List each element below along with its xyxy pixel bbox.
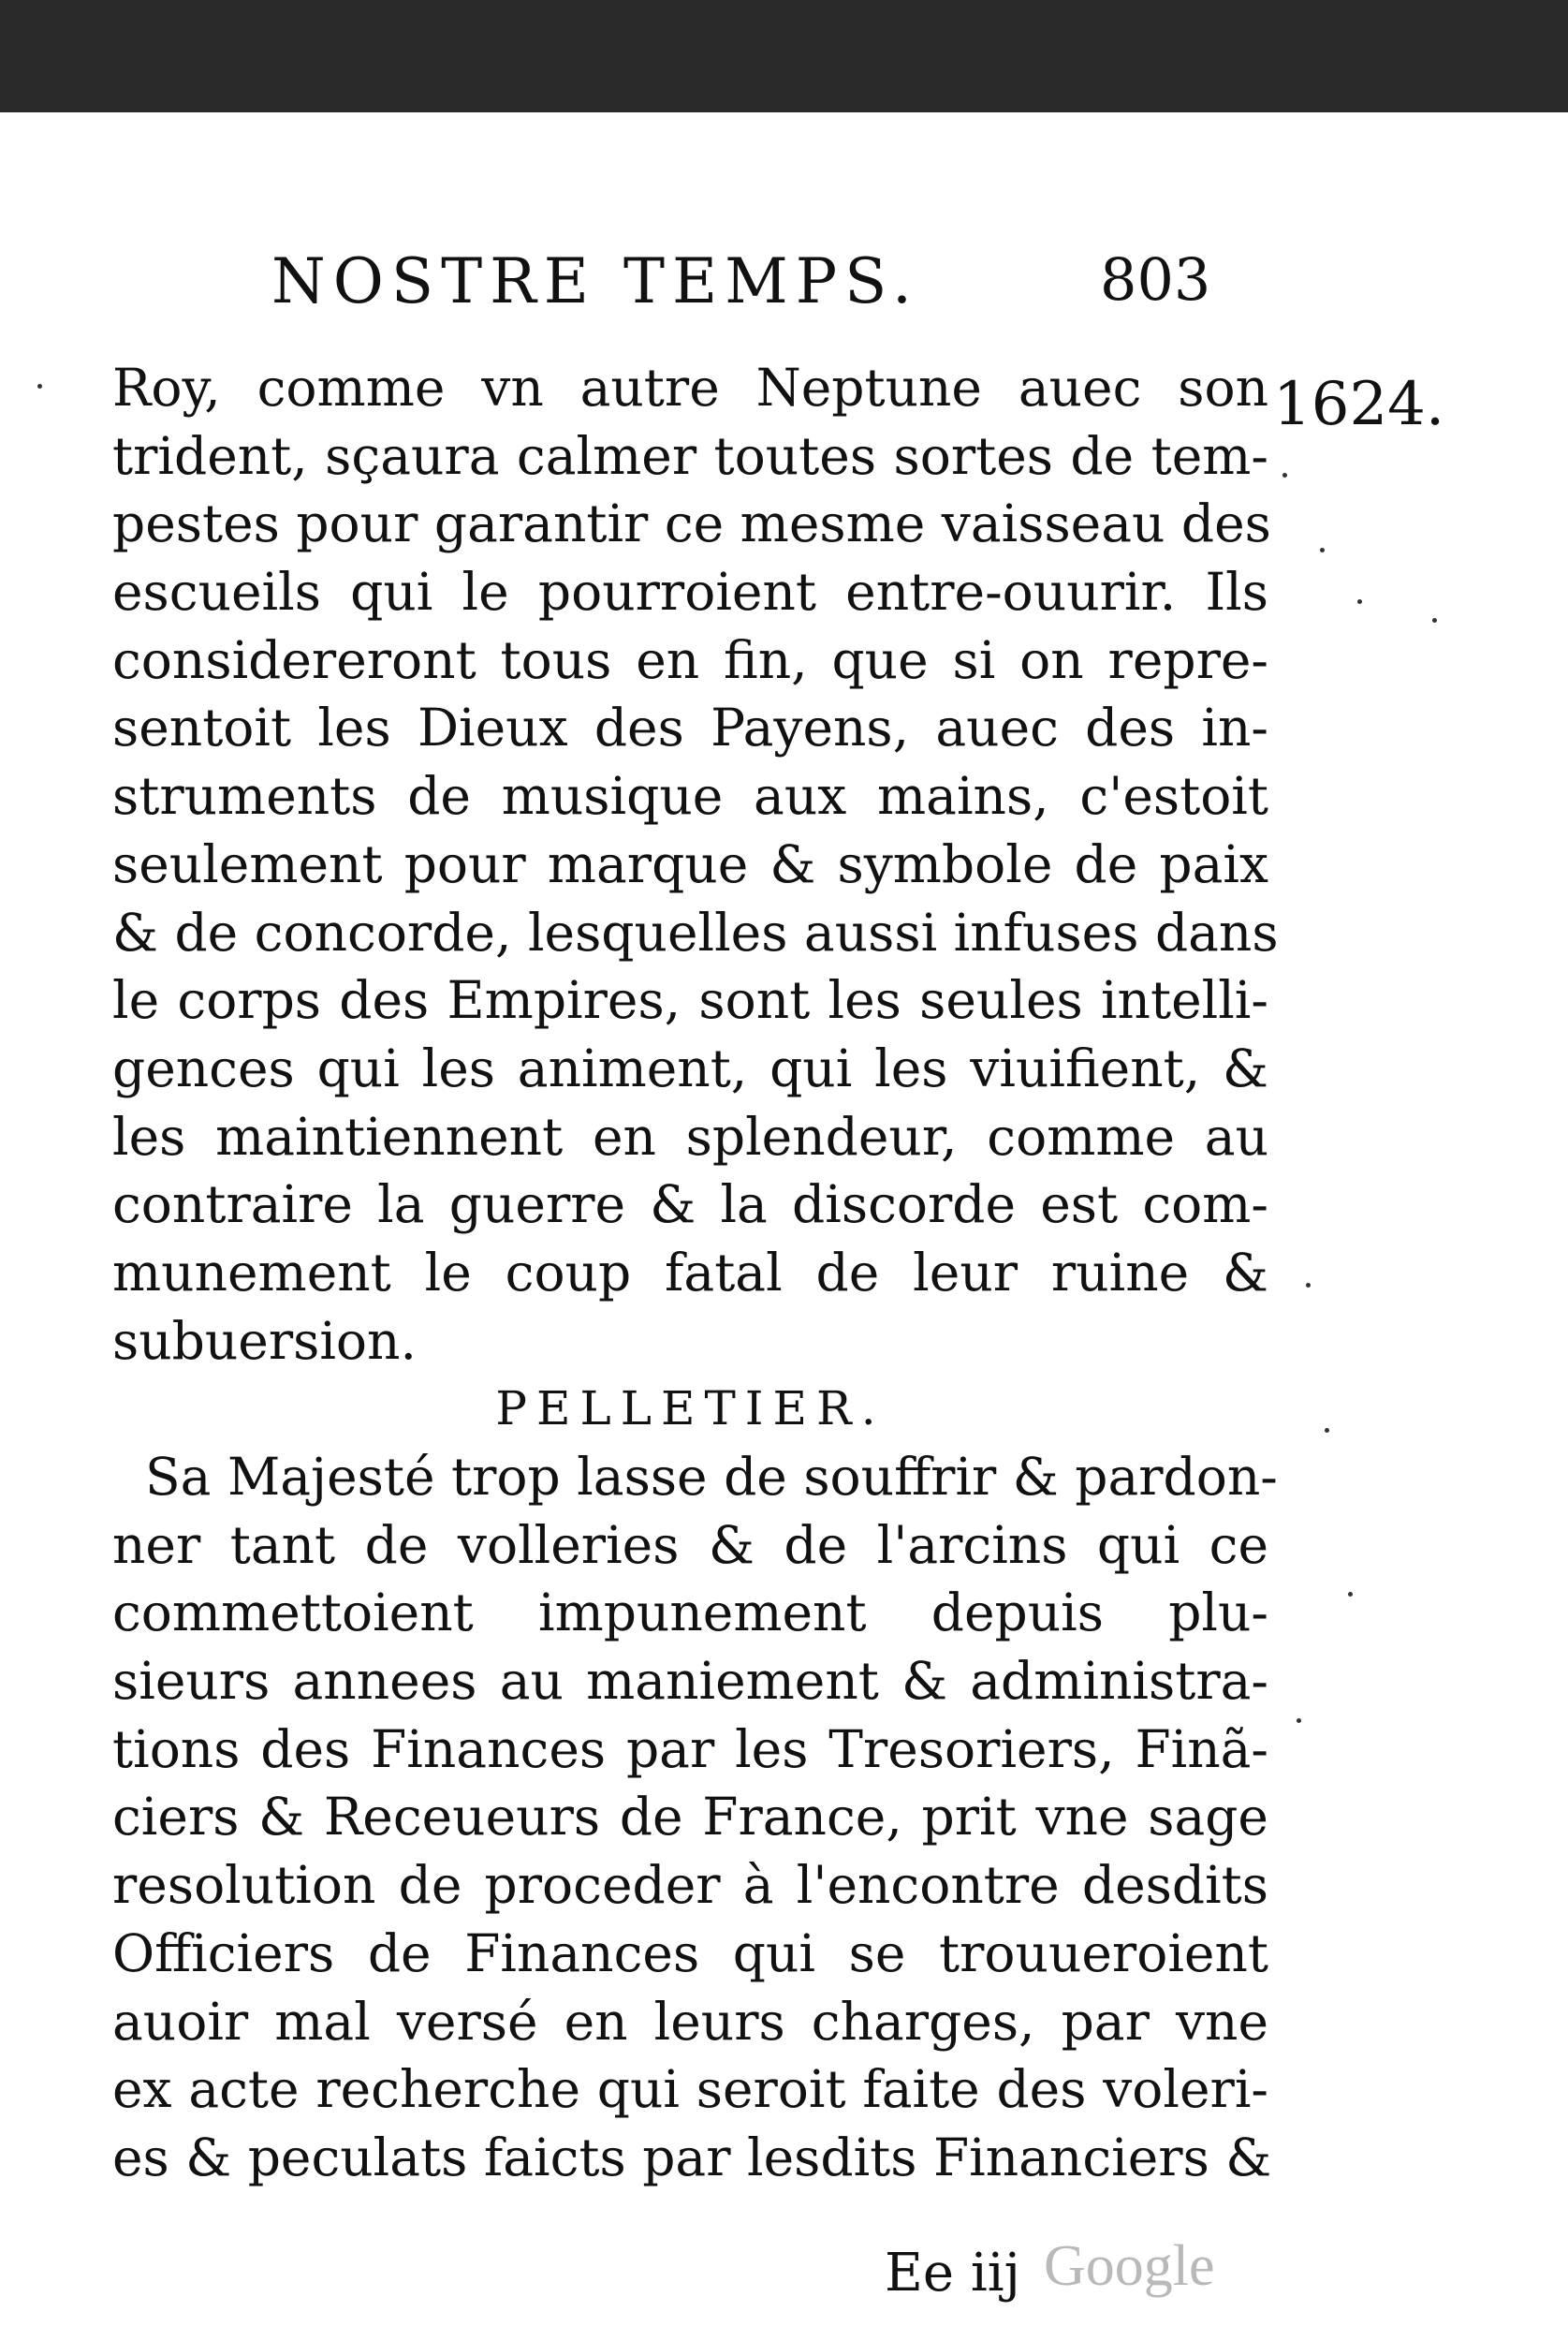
text-line: es & peculats faicts par lesdits Financiers & (112, 2127, 1272, 2187)
text-line: considereront tous en fin, que si on repre- (112, 629, 1268, 690)
text-line: ciers & Receueurs de France, prit vne sage (112, 1787, 1268, 1848)
text-line: commettoient impunement depuis plu- (112, 1583, 1268, 1643)
scan-top-border (0, 0, 1568, 112)
text-line: gences qui les animent, qui les viuifient, & (112, 1038, 1268, 1098)
margin-year-note: 1624. (1273, 370, 1445, 439)
speaker-heading: PELLETIER. (495, 1381, 886, 1436)
scan-speck (37, 384, 42, 389)
text-line: Sa Majesté trop lasse de souffrir & pardon- (145, 1447, 1278, 1507)
text-line: subuersion. (112, 1310, 417, 1371)
text-line: ex acte recherche qui seroit faite des voleri- (112, 2059, 1268, 2120)
scan-speck (1282, 473, 1287, 478)
text-line: sieurs annees au maniement & administra- (112, 1651, 1268, 1712)
scan-speck (1297, 1718, 1301, 1723)
text-line: les maintiennent en splendeur, comme au (112, 1106, 1268, 1167)
text-line: seulement pour marque & symbole de paix (112, 833, 1268, 894)
text-line: struments de musique aux mains, c'estoit (112, 766, 1268, 827)
text-line: le corps des Empires, sont les seules intelli- (112, 970, 1268, 1031)
text-line: pestes pour garantir ce mesme vaisseau des (112, 493, 1271, 554)
text-line: trident, sçaura calmer toutes sortes de tem- (112, 425, 1268, 486)
text-line: contraire la guerre & la discorde est com- (112, 1174, 1268, 1235)
scan-speck (1320, 548, 1325, 552)
body-text (112, 354, 1279, 2192)
text-line: Officiers de Finances qui se trouueroient (112, 1922, 1268, 1983)
google-watermark: Google (1044, 2234, 1215, 2298)
text-line: sentoit les Dieux des Payens, auec des in- (112, 698, 1268, 758)
scan-speck (1306, 1283, 1311, 1288)
scan-speck (1432, 618, 1437, 623)
text-line: escueils qui le pourroient entre-ouurir. Ils (112, 562, 1268, 623)
text-line: & de concorde, lesquelles aussi infuses dans (112, 902, 1279, 963)
running-title: NOSTRE TEMPS. (271, 245, 919, 317)
text-line: Roy, comme vn autre Neptune auec son (112, 358, 1268, 418)
scan-speck (1348, 1592, 1353, 1597)
scan-speck (1325, 1428, 1329, 1433)
text-line: tions des Finances par les Tresoriers, Finã- (112, 1718, 1268, 1779)
text-line: ner tant de volleries & de l'arcins qui ce (112, 1514, 1268, 1575)
text-line: munement le coup fatal de leur ruine & (112, 1242, 1268, 1303)
text-line: auoir mal versé en leurs charges, par vne (112, 1991, 1268, 2052)
page-number: 803 (1100, 245, 1211, 314)
scan-speck (1357, 599, 1362, 604)
text-line: resolution de proceder à l'encontre desdits (112, 1855, 1268, 1916)
signature-mark: Ee iij (885, 2243, 1021, 2304)
